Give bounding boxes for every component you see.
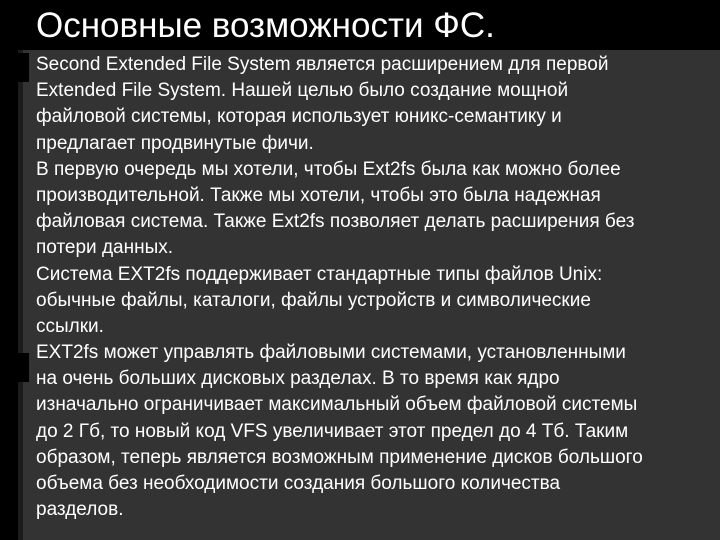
text-line: до 2 Гб, то новый код VFS увеличивает этот предел до 4 Тб. Таким — [36, 420, 629, 442]
text-line: разделов. — [36, 499, 124, 521]
text-line: файловой системы, которая использует юникс-семантику и — [36, 106, 562, 128]
content-left-rule — [18, 50, 23, 540]
text-line: объема без необходимости создания большого количества — [36, 473, 561, 494]
text-line: ссылки. — [36, 315, 104, 337]
text-line: образом, теперь является возможным применение дисков большого — [36, 446, 643, 468]
text-line: Second Extended File System является расширением для первой — [36, 54, 609, 75]
bullet-marker — [18, 353, 29, 382]
text-line: изначально ограничивает максимальный объем файловой системы — [36, 394, 638, 416]
text-line: предлагает продвинутые фичи. — [36, 132, 314, 154]
text-line: производительной. Также мы хотели, чтобы это была надежная — [36, 184, 601, 206]
text-line: обычные файлы, каталоги, файлы устройств и символические — [36, 289, 591, 311]
text-line: Extended File System. Нашей целью было создание мощной — [36, 80, 569, 102]
body-text — [36, 52, 720, 523]
text-line: файловая система. Также Ext2fs позволяет делать расширения без — [36, 211, 635, 233]
slide-title: Основные возможности ФС. — [36, 6, 495, 45]
text-line: Система EXT2fs поддерживает стандартные типы файлов Unix: — [36, 263, 603, 285]
text-line: потери данных. — [36, 237, 174, 259]
bullet-marker — [18, 53, 29, 82]
text-line: В первую очередь мы хотели, чтобы Ext2fs была как можно более — [36, 158, 621, 180]
text-line: EXT2fs может управлять файловыми системами, установленными — [36, 342, 626, 364]
text-line: на очень больших дисковых разделах. В то время как ядро — [36, 368, 560, 390]
slide-content — [18, 50, 720, 540]
